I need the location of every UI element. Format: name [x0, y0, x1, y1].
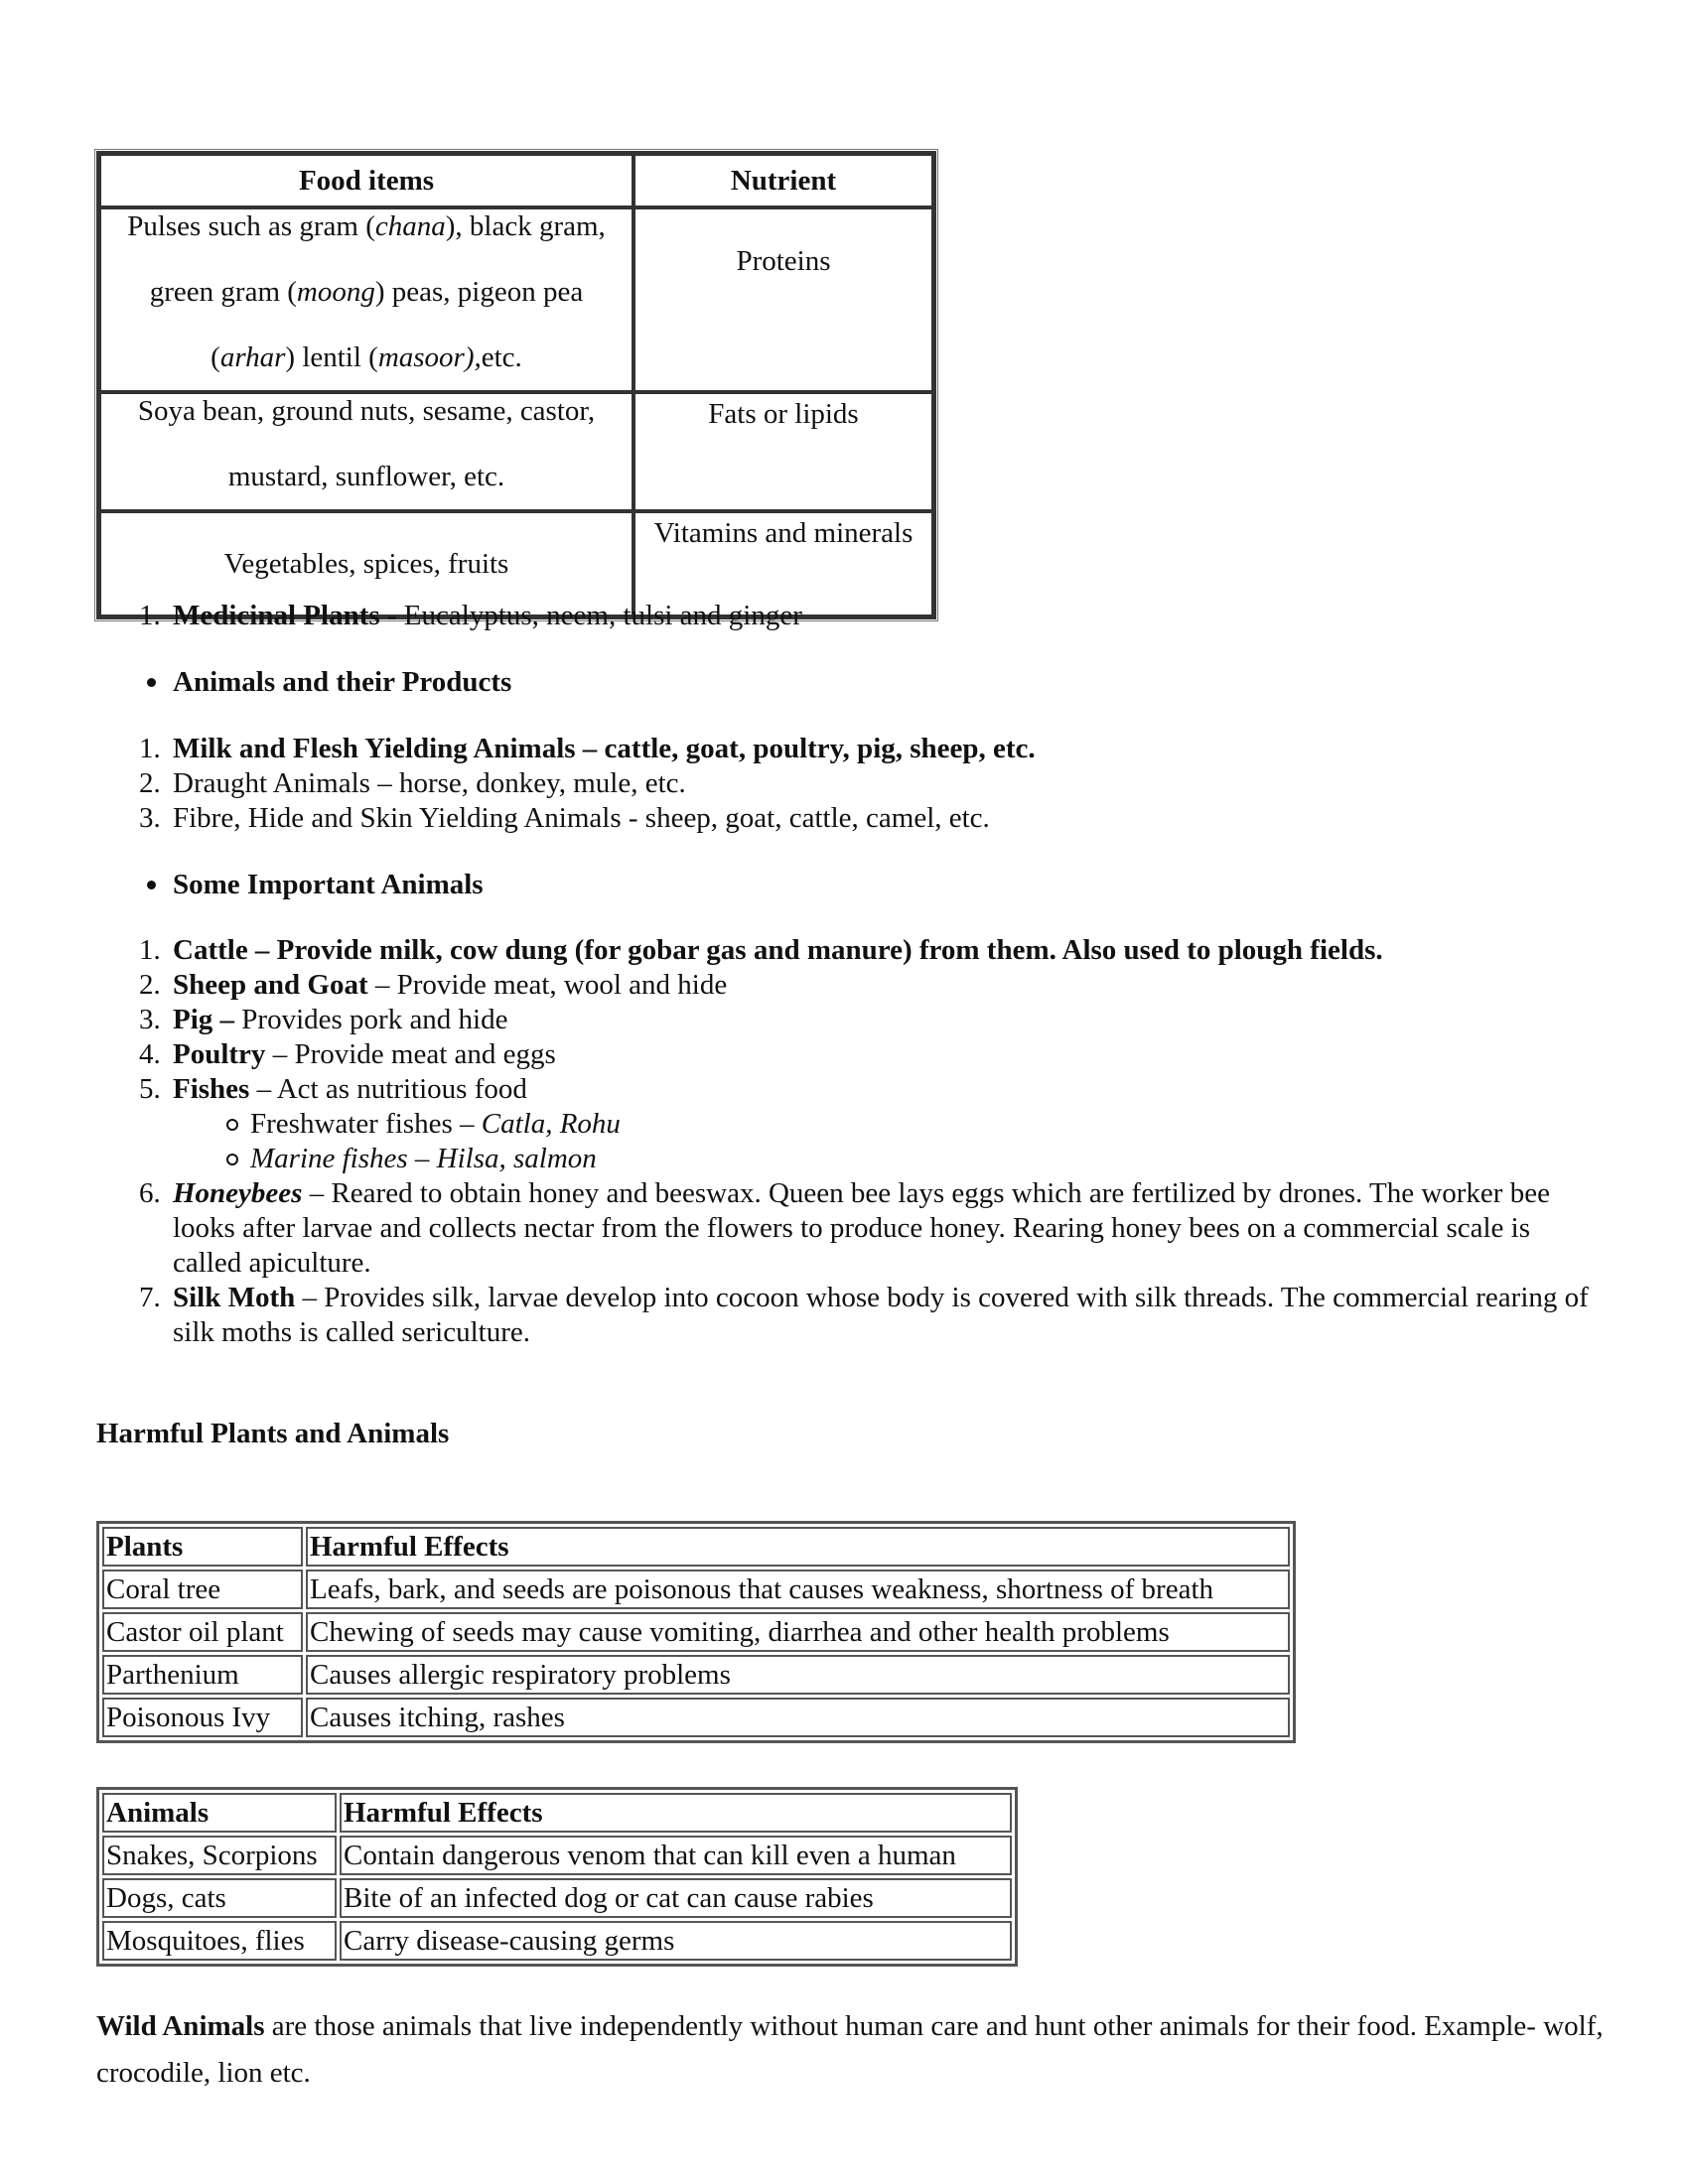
list-item — [0, 968, 1688, 1003]
list-item — [0, 933, 1688, 968]
food-text-run: arhar — [219, 341, 286, 373]
food-text-run: Soya bean, ground nuts, sesame, castor, — [137, 395, 596, 427]
wild-animals-label: Wild Animals — [96, 2010, 265, 2042]
table-row — [99, 207, 933, 392]
list-item — [0, 732, 1688, 766]
bullet-heading-text: Animals and their Products — [173, 666, 512, 698]
list-item-text: – Act as nutritious food — [249, 1073, 527, 1105]
bullet-heading — [0, 665, 511, 700]
food-text-run: etc. — [481, 341, 522, 373]
food-text-run: ), black gram, — [445, 210, 606, 242]
table-cell-name: Parthenium — [102, 1655, 303, 1695]
list-number: 2. — [139, 767, 161, 799]
table-row — [102, 1836, 1012, 1875]
list-number: 3. — [139, 1004, 161, 1035]
list-item-text: – Provide meat and eggs — [265, 1038, 556, 1070]
nutrient-text: Proteins — [736, 245, 831, 277]
list-item — [0, 1003, 1688, 1037]
list-item-text: Fibre, Hide and Skin Yielding Animals - sheep, goat, cattle, camel, etc. — [173, 802, 990, 834]
list-item-label: Sheep and Goat — [173, 969, 368, 1001]
fish-sublist — [0, 1107, 1688, 1176]
food-text-run: Vegetables, spices, fruits — [223, 548, 509, 580]
animals-products-heading-block — [0, 665, 511, 700]
table-cell-name: Mosquitoes, flies — [102, 1921, 337, 1961]
list-item-label: Silk Moth — [173, 1282, 296, 1313]
section-heading: Harmful Plants and Animals — [96, 1418, 450, 1449]
table-row — [102, 1878, 1012, 1918]
list-item — [0, 801, 1688, 836]
table-cell-name: Snakes, Scorpions — [102, 1836, 337, 1875]
list-number: 5. — [139, 1073, 161, 1105]
wild-animals-paragraph — [96, 2003, 1606, 2097]
food-cell — [99, 207, 633, 392]
nutrient-text: Fats or lipids — [708, 398, 859, 430]
food-text-run: masoor), — [377, 341, 482, 373]
list-number: 1. — [139, 934, 161, 966]
table-row — [102, 1655, 1290, 1695]
column-header-food-items: Food items — [99, 154, 633, 207]
table-cell-effect: Bite of an infected dog or cat can cause rabies — [340, 1878, 1012, 1918]
list-number: 6. — [139, 1177, 161, 1209]
food-line — [105, 544, 628, 584]
harmful-animals-table — [96, 1787, 1018, 1967]
table-cell-effect: Leafs, bark, and seeds are poisonous that causes weakness, shortness of breath — [306, 1570, 1290, 1609]
bullet-icon — [147, 881, 156, 889]
sub-list-item — [0, 1142, 1688, 1176]
list-item-label: Cattle – Provide milk, cow dung (for gobar gas and manure) from them. Also used to plough fields. — [173, 934, 1383, 966]
table-cell-name: Coral tree — [102, 1570, 303, 1609]
list-number: 2. — [139, 969, 161, 1001]
nutrient-table — [96, 151, 936, 619]
list-item — [0, 1281, 1688, 1350]
table-row — [99, 392, 933, 511]
list-item — [0, 1072, 1688, 1107]
nutrient-cell — [633, 207, 933, 392]
table-row — [102, 1921, 1012, 1961]
list-item-text: Draught Animals – horse, donkey, mule, etc. — [173, 767, 686, 799]
circle-bullet-icon — [226, 1154, 238, 1165]
bullet-heading — [0, 868, 484, 902]
column-header: Plants — [102, 1527, 303, 1567]
food-text-run: ) peas, pigeon pea — [374, 276, 584, 308]
table-row — [102, 1570, 1290, 1609]
list-item-label: Pig – — [173, 1004, 235, 1035]
food-text-run: chana — [374, 210, 446, 242]
list-item-label: Fishes — [173, 1073, 250, 1105]
list-number: 1. — [139, 600, 161, 631]
sub-item-text: Freshwater fishes – — [250, 1108, 482, 1140]
animals-products-list — [0, 732, 1688, 836]
list-item-text: – Provide meat, wool and hide — [367, 969, 728, 1001]
sub-list-item — [0, 1107, 1688, 1142]
food-line — [105, 194, 628, 259]
food-line — [105, 444, 628, 509]
sub-item-italic-text: Catla, Rohu — [481, 1108, 621, 1140]
sub-item-italic-text: Marine fishes – Hilsa, salmon — [250, 1143, 597, 1174]
bullet-heading-text: Some Important Animals — [173, 869, 484, 900]
column-header: Harmful Effects — [306, 1527, 1290, 1567]
bullet-icon — [147, 678, 156, 687]
medicinal-plants-list — [0, 599, 1688, 633]
food-cell — [99, 392, 633, 511]
list-item-label: Poultry — [173, 1038, 266, 1070]
list-item — [0, 1176, 1688, 1281]
table-cell-name: Castor oil plant — [102, 1612, 303, 1652]
food-text-run: ( — [211, 341, 220, 373]
list-item-text: – Provides silk, larvae develop into cocoon whose body is covered with silk threads. The commercial rearing of silk moths is called sericulture. — [173, 1282, 1589, 1348]
list-item-text: – Reared to obtain honey and beeswax. Queen bee lays eggs which are fertilized by drones. The worker bee looks after larvae and collects nectar from the flowers to produce honey. Rearing honey bees on a commercial scale is called apiculture. — [173, 1177, 1550, 1279]
list-item — [0, 1037, 1688, 1072]
table-cell-effect: Carry disease-causing germs — [340, 1921, 1012, 1961]
food-text-run: mustard, sunflower, etc. — [227, 461, 505, 492]
list-item-label: Honeybees — [173, 1177, 303, 1209]
food-text-run: green gram ( — [149, 276, 297, 308]
list-item — [0, 599, 1688, 633]
wild-animals-text: are those animals that live independently without human care and hunt other animals for their food. Example- wolf, crocodile, lion etc. — [96, 2010, 1604, 2089]
food-text-run: Pulses such as gram ( — [127, 210, 375, 242]
list-item — [0, 766, 1688, 801]
list-item-text: Provides pork and hide — [234, 1004, 508, 1035]
table-cell-effect: Causes allergic respiratory problems — [306, 1655, 1290, 1695]
list-number: 7. — [139, 1282, 161, 1313]
list-number: 3. — [139, 802, 161, 834]
list-item-label: Milk and Flesh Yielding Animals – cattle, goat, poultry, pig, sheep, etc. — [173, 733, 1036, 764]
table-cell-name: Dogs, cats — [102, 1878, 337, 1918]
table-header-row — [102, 1527, 1290, 1567]
table-cell-effect: Causes itching, rashes — [306, 1698, 1290, 1737]
nutrient-cell — [633, 392, 933, 511]
column-header: Harmful Effects — [340, 1793, 1012, 1833]
circle-bullet-icon — [226, 1119, 238, 1131]
food-line — [105, 378, 628, 444]
table-cell-effect: Chewing of seeds may cause vomiting, diarrhea and other health problems — [306, 1612, 1290, 1652]
important-animals-heading-block — [0, 868, 484, 902]
food-text-run: ) lentil ( — [285, 341, 378, 373]
food-text-run: moong — [296, 276, 375, 308]
table-row — [102, 1612, 1290, 1652]
important-animals-list — [0, 933, 1688, 1350]
list-number: 4. — [139, 1038, 161, 1070]
table-header-row — [102, 1793, 1012, 1833]
table-cell-effect: Contain dangerous venom that can kill even a human — [340, 1836, 1012, 1875]
food-line — [105, 259, 628, 325]
column-header: Animals — [102, 1793, 337, 1833]
list-item-label: Medicinal Plants — [173, 600, 380, 631]
column-header-nutrient: Nutrient — [633, 154, 933, 207]
nutrient-text: Vitamins and minerals — [653, 517, 914, 549]
table-cell-name: Poisonous Ivy — [102, 1698, 303, 1737]
list-item-text: - Eucalyptus, neem, tulsi and ginger — [379, 600, 802, 631]
list-number: 1. — [139, 733, 161, 764]
harmful-plants-table — [96, 1521, 1296, 1743]
table-row — [102, 1698, 1290, 1737]
